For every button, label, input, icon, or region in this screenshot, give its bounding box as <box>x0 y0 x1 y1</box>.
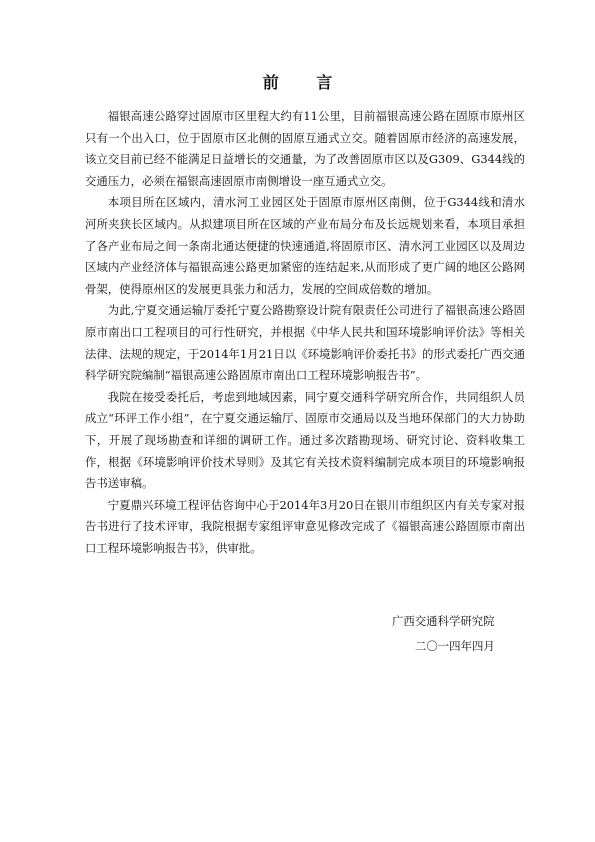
paragraph-2: 本项目所在区域内，清水河工业园区处于固原市原州区南侧，位于G344线和清水河所夹狭长区域内。从拟建项目所在区域的产业布局分布及长远规划来看，本项目承担了各产业布局之间一条南北通达便捷的快速通道,将固原市区、清水河工业园区以及周边区域内产业经济体与福银高速公路更加紧密的连结起来,从而形成了更广阔的地区公路网骨架，使得原州区的发展更具张力和活力，发展的空间成倍数的增加。 <box>85 195 525 296</box>
document-title: 前 言 <box>262 73 349 92</box>
paragraph-4: 我院在接受委托后，考虑到地域因素，同宁夏交通科学研究所合作，共同组织人员成立“环评工作小组”，在宁夏交通运输厅、固原市交通局以及当地环保部门的大力协助下，开展了现场勘查和详细的调研工作。通过多次踏勘现场、研究讨论、资料收集工作，根据《环境影响评价技术导则》及其它有关技术资料编制完成本项目的环境影响报告书送审稿。 <box>85 389 525 491</box>
paragraph-3: 为此,宁夏交通运输厅委托宁夏公路勘察设计院有限责任公司进行了福银高速公路固原市南出口工程项目的可行性研究，并根据《中华人民共和国环境影响评价法》等相关法律、法规的规定，于2014年1月21日以《环境影响评价委托书》的形式委托广西交通科学研究院编制“福银高速公路固原市南出口工程环境影响报告书”。 <box>85 303 525 383</box>
signature-date: 二〇一四年四月 <box>415 639 495 653</box>
paragraph-1: 福银高速公路穿过固原市区里程大约有11公里，目前福银高速公路在固原市原州区只有一个出入口，位于固原市区北侧的固原互通式立交。随着固原市经济的高速发展，该立交目前已经不能满足日益增长的交通量，为了改善固原市区以及G309、G344线的交通压力，必须在福银高速固原市南侧增设一座互通式立交。 <box>85 109 525 188</box>
paragraph-5: 宁夏鼎兴环境工程评估咨询中心于2014年3月20日在银川市组织区内有关专家对报告书进行了技术评审，我院根据专家组评审意见修改完成了《福银高速公路固原市南出口工程环境影响报告书》，供审批。 <box>85 497 525 555</box>
signature-organization: 广西交通科学研究院 <box>392 614 495 628</box>
document-body <box>85 106 525 559</box>
